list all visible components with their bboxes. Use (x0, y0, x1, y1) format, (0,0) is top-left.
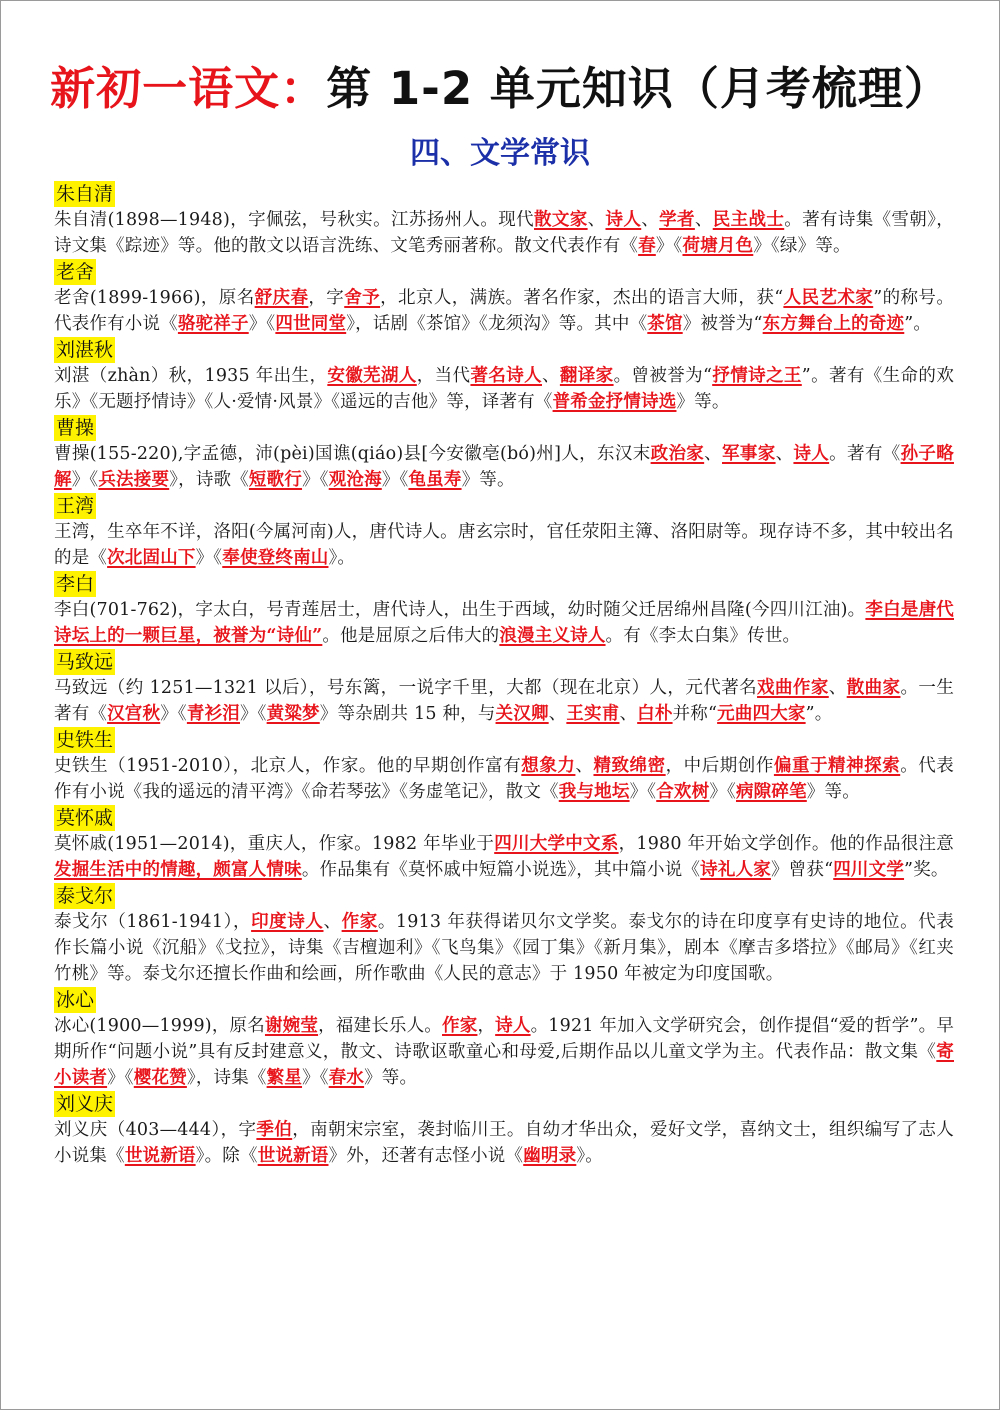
description-text: 。曾被誉为“ (613, 366, 713, 386)
highlighted-keyword: 骆驼祥子 (177, 314, 249, 334)
description-text: 并称“ (672, 704, 718, 724)
highlighted-keyword: 四川大学中文系 (494, 834, 619, 854)
highlighted-keyword: 民主战士 (712, 210, 785, 230)
highlighted-keyword: 青衫泪 (186, 704, 240, 724)
highlighted-keyword: 著名诗人 (470, 366, 542, 386)
author-description (54, 285, 954, 337)
highlighted-keyword: 我与地坛 (558, 782, 630, 802)
author-name: 刘湛秋 (56, 339, 114, 361)
author-description (54, 831, 954, 883)
description-text: 史铁生（1951-2010），北京人，作家。他的早期创作富有 (54, 756, 522, 776)
author-description (54, 363, 954, 415)
description-text: 刘义庆（403—444），字 (54, 1120, 257, 1140)
highlighted-keyword: 季伯 (256, 1120, 293, 1140)
description-text: 、 (542, 366, 560, 386)
description-text: 泰戈尔（1861-1941）， (54, 912, 252, 932)
entries-list (54, 181, 954, 1169)
highlighted-keyword: 军事家 (722, 444, 776, 464)
author-name: 王湾 (56, 495, 95, 517)
highlighted-keyword: 浪漫主义诗人 (499, 626, 606, 646)
title-black-part: 第 1-2 单元知识（月考梳理） (326, 62, 950, 115)
highlighted-keyword: 散文家 (534, 210, 588, 230)
description-text: 》曾获“ (770, 860, 834, 880)
author-description (54, 597, 954, 649)
author-description (54, 753, 954, 805)
description-text: 、 (641, 210, 660, 230)
highlighted-keyword: 茶馆 (647, 314, 683, 334)
highlighted-keyword: 观沧海 (328, 470, 382, 490)
highlighted-keyword: 诗人 (793, 444, 830, 464)
description-text: 、 (548, 704, 567, 724)
description-text: 、 (587, 210, 606, 230)
description-text: 》《 (248, 314, 276, 334)
author-name: 李白 (56, 573, 95, 595)
highlighted-keyword: 幽明录 (523, 1146, 577, 1166)
description-text: 。著有诗集《雪朝》，诗文集《踪迹》等。他的散文以语言洗练、文笔秀丽著称。散文代表作有《 (54, 210, 954, 256)
section-heading: 四、文学常识 (410, 136, 590, 171)
highlighted-keyword: 想象力 (521, 756, 576, 776)
highlighted-keyword: 次北固山下 (107, 548, 196, 568)
author-name: 泰戈尔 (56, 885, 114, 907)
author-name: 莫怀戚 (56, 807, 114, 829)
description-text: 。作品集有《莫怀戚中短篇小说选》，其中篇小说《 (301, 860, 701, 880)
author-description (54, 519, 954, 571)
highlighted-keyword: 春水 (328, 1068, 365, 1088)
highlighted-keyword: 短歌行 (248, 470, 303, 490)
highlighted-keyword: 作家 (442, 1016, 478, 1036)
highlighted-keyword: 发掘生活中的情趣，颇富人情味 (54, 860, 302, 880)
description-text: 。他是屈原之后伟大的 (322, 626, 500, 646)
highlighted-keyword: 谢婉莹 (264, 1016, 319, 1036)
author-entry (54, 805, 954, 883)
title-red-part: 新初一语文： (50, 62, 327, 115)
author-entry (54, 987, 954, 1091)
description-text: 》《绿》等。 (753, 236, 851, 256)
description-text: 老舍(1899-1966)，原名 (54, 288, 255, 308)
description-text: ，字 (308, 288, 345, 308)
author-entry (54, 649, 954, 727)
highlighted-keyword: 兵法接要 (98, 470, 170, 490)
highlighted-keyword: 元曲四大家 (717, 704, 806, 724)
description-text: ，福建长乐人。 (318, 1016, 443, 1036)
author-entry (54, 337, 954, 415)
description-text: 》。除《 (195, 1146, 258, 1166)
description-text: 》。 (328, 548, 356, 568)
description-text: 》《 (160, 704, 187, 724)
highlighted-keyword: 学者 (659, 210, 695, 230)
description-text: 、 (775, 444, 794, 464)
highlighted-keyword: 世说新语 (124, 1146, 196, 1166)
highlighted-keyword: 安徽芜湖人 (327, 366, 417, 386)
highlighted-keyword: 病隙碎笔 (735, 782, 807, 802)
highlighted-keyword: 合欢树 (656, 782, 710, 802)
highlighted-keyword: 舍予 (344, 288, 381, 308)
highlighted-keyword: 王实甫 (566, 704, 620, 724)
description-text: 曹操(155-220),字孟德，沛(pèi)国谯(qiáo)县[今安徽亳(bó)州]人，东汉末 (54, 444, 651, 464)
highlighted-keyword: 偏重于精神探索 (773, 756, 901, 776)
description-text: 》《 (381, 470, 409, 490)
highlighted-keyword: 白朴 (637, 704, 673, 724)
description-text: 马致远（约 1251—1321 以后），号东篱，一说字千里，大都（现在北京）人，元代著名 (54, 678, 758, 698)
highlighted-keyword: 诗礼人家 (700, 860, 771, 880)
description-text: ”。 (805, 704, 833, 724)
highlighted-keyword: 诗人 (605, 210, 642, 230)
description-text: 。一生著有《 (54, 678, 955, 724)
description-text: 、 (828, 678, 847, 698)
author-name: 老舍 (56, 261, 95, 283)
author-entry (54, 415, 954, 493)
description-text: 》。 (576, 1146, 603, 1166)
description-text: 》《 (655, 236, 683, 256)
highlighted-keyword: 东方舞台上的奇迹 (762, 314, 905, 334)
highlighted-keyword: 人民艺术家 (783, 288, 874, 308)
description-text: 。著有《 (829, 444, 901, 464)
description-text: 》等。 (461, 470, 515, 490)
description-text: ，1980 年开始文学创作。他的作品很注意 (618, 834, 954, 854)
highlighted-keyword: 印度诗人 (251, 912, 324, 932)
description-text: 李白(701-762)，字太白，号青莲居士，唐代诗人，出生于西域，幼时随父迁居绵州昌隆(今四川江油)。 (54, 600, 866, 620)
description-text: 》《 (239, 704, 267, 724)
description-text: ”。 (904, 314, 932, 334)
description-text: 莫怀戚(1951—2014)，重庆人，作家。1982 年毕业于 (54, 834, 495, 854)
description-text: 王湾，生卒年不详，洛阳(今属河南)人，唐代诗人。唐玄宗时，官任荥阳主簿、洛阳尉等。现存诗不多，其中较出名的是《 (54, 522, 954, 568)
highlighted-keyword: 繁星 (266, 1068, 303, 1088)
description-text: 朱自清(1898—1948)，字佩弦，号秋实。江苏扬州人。现代 (54, 210, 534, 230)
author-description (54, 441, 954, 493)
highlighted-keyword: 樱花赞 (133, 1068, 187, 1088)
highlighted-keyword: 寄小读者 (54, 1042, 954, 1088)
highlighted-keyword: 关汉卿 (495, 704, 549, 724)
description-text: ，南朝宋宗室，袭封临川王。自幼才华出众，爱好文学，喜纳文士，组织编写了志人小说集《 (54, 1120, 954, 1166)
description-text: 、 (704, 444, 723, 464)
description-text: 》等。 (676, 392, 730, 412)
description-text: 》《 (302, 470, 329, 490)
description-text: 刘湛（zhàn）秋，1935 年出生， (54, 366, 328, 386)
description-text: 、 (694, 210, 713, 230)
author-entry (54, 883, 954, 987)
highlighted-keyword: 戏曲作家 (757, 678, 829, 698)
highlighted-keyword: 作家 (341, 912, 378, 932)
highlighted-keyword: 春 (638, 236, 656, 256)
author-name: 刘义庆 (56, 1093, 114, 1115)
description-text: 》《 (71, 470, 99, 490)
author-entry (54, 571, 954, 649)
description-text: ， (477, 1016, 496, 1036)
highlighted-keyword: 孙子略解 (54, 444, 954, 490)
highlighted-keyword: 黄粱梦 (266, 704, 320, 724)
highlighted-keyword: 荷塘月色 (682, 236, 754, 256)
author-entry (54, 493, 954, 571)
highlighted-keyword: 舒庆春 (254, 288, 309, 308)
description-text: 》《 (302, 1068, 329, 1088)
description-text: 》，诗集《 (186, 1068, 267, 1088)
author-name: 朱自清 (56, 183, 114, 205)
description-text: 冰心(1900—1999)，原名 (54, 1016, 265, 1036)
author-name: 曹操 (56, 417, 95, 439)
highlighted-keyword: 李白是唐代诗坛上的一颗巨星，被誉为“诗仙” (54, 600, 954, 646)
description-text: ”的称号。代表作有小说《 (54, 288, 955, 334)
description-text: 》，话剧《茶馆》《龙须沟》等。其中《 (346, 314, 648, 334)
description-text: 》等。 (806, 782, 860, 802)
description-text: ”。著有《生命的欢乐》《无题抒情诗》《人·爱情·风景》《遥远的吉他》等，译著有《 (54, 366, 955, 412)
author-description (54, 909, 954, 987)
description-text: 。有《李太白集》传世。 (605, 626, 801, 646)
description-text: 。1921 年加入文学研究会，创作提倡“爱的哲学”。早期所作“问题小说”具有反封建意义，散文、诗歌讴歌童心和母爱,后期作品以儿童文学为主。代表作品：散文集《 (54, 1016, 955, 1062)
highlighted-keyword: 四川文学 (833, 860, 905, 880)
highlighted-keyword: 普希金抒情诗选 (552, 392, 677, 412)
description-text: 》等杂剧共 15 种，与 (319, 704, 496, 724)
description-text: 。1913 年获得诺贝尔文学奖。泰戈尔的诗在印度享有史诗的地位。代表作长篇小说《沉船》《戈拉》，诗集《吉檀迦利》《飞鸟集》《园丁集》《新月集》，剧本《摩吉多塔拉》《邮局》《红夹竹桃》等。泰戈尔还擅长作曲和绘画，所作歌曲《人民的意志》于 1950 年被定为印度国歌。 (54, 912, 954, 984)
page-title (1, 59, 999, 119)
description-text: ，北京人，满族。著名作家，杰出的语言大师，获“ (380, 288, 784, 308)
highlighted-keyword: 散曲家 (846, 678, 901, 698)
author-name: 冰心 (56, 989, 95, 1011)
highlighted-keyword: 诗人 (495, 1016, 531, 1036)
author-description (54, 675, 954, 727)
description-text: ”奖。 (904, 860, 949, 880)
highlighted-keyword: 汉宫秋 (107, 704, 161, 724)
description-text: 》《 (629, 782, 657, 802)
highlighted-keyword: 精致绵密 (593, 756, 666, 776)
author-description (54, 207, 954, 259)
description-text: 、 (619, 704, 638, 724)
description-text: 》《 (195, 548, 223, 568)
author-entry (54, 259, 954, 337)
highlighted-keyword: 龟虽寿 (408, 470, 462, 490)
description-text: 》等。 (364, 1068, 418, 1088)
author-entry (54, 1091, 954, 1169)
author-entry (54, 181, 954, 259)
highlighted-keyword: 翻译家 (559, 366, 614, 386)
description-text: ，当代 (416, 366, 471, 386)
highlighted-keyword: 世说新语 (257, 1146, 329, 1166)
description-text: 》《 (107, 1068, 134, 1088)
description-text: 》被誉为“ (682, 314, 763, 334)
author-entry (54, 727, 954, 805)
highlighted-keyword: 四世同堂 (275, 314, 347, 334)
author-name: 史铁生 (56, 729, 114, 751)
highlighted-keyword: 政治家 (650, 444, 705, 464)
description-text: 。代表作有小说《我的遥远的清平湾》《命若琴弦》《务虚笔记》，散文《 (54, 756, 955, 802)
author-name: 马致远 (56, 651, 114, 673)
highlighted-keyword: 抒情诗之王 (712, 366, 802, 386)
description-text: 、 (575, 756, 594, 776)
author-description (54, 1013, 954, 1091)
highlighted-keyword: 奉使登终南山 (222, 548, 329, 568)
author-description (54, 1117, 954, 1169)
description-text: 》，诗歌《 (169, 470, 249, 490)
description-text: 》外，还著有志怪小说《 (328, 1146, 524, 1166)
description-text: 、 (323, 912, 342, 932)
description-text: 》《 (709, 782, 736, 802)
description-text: ，中后期创作 (665, 756, 774, 776)
